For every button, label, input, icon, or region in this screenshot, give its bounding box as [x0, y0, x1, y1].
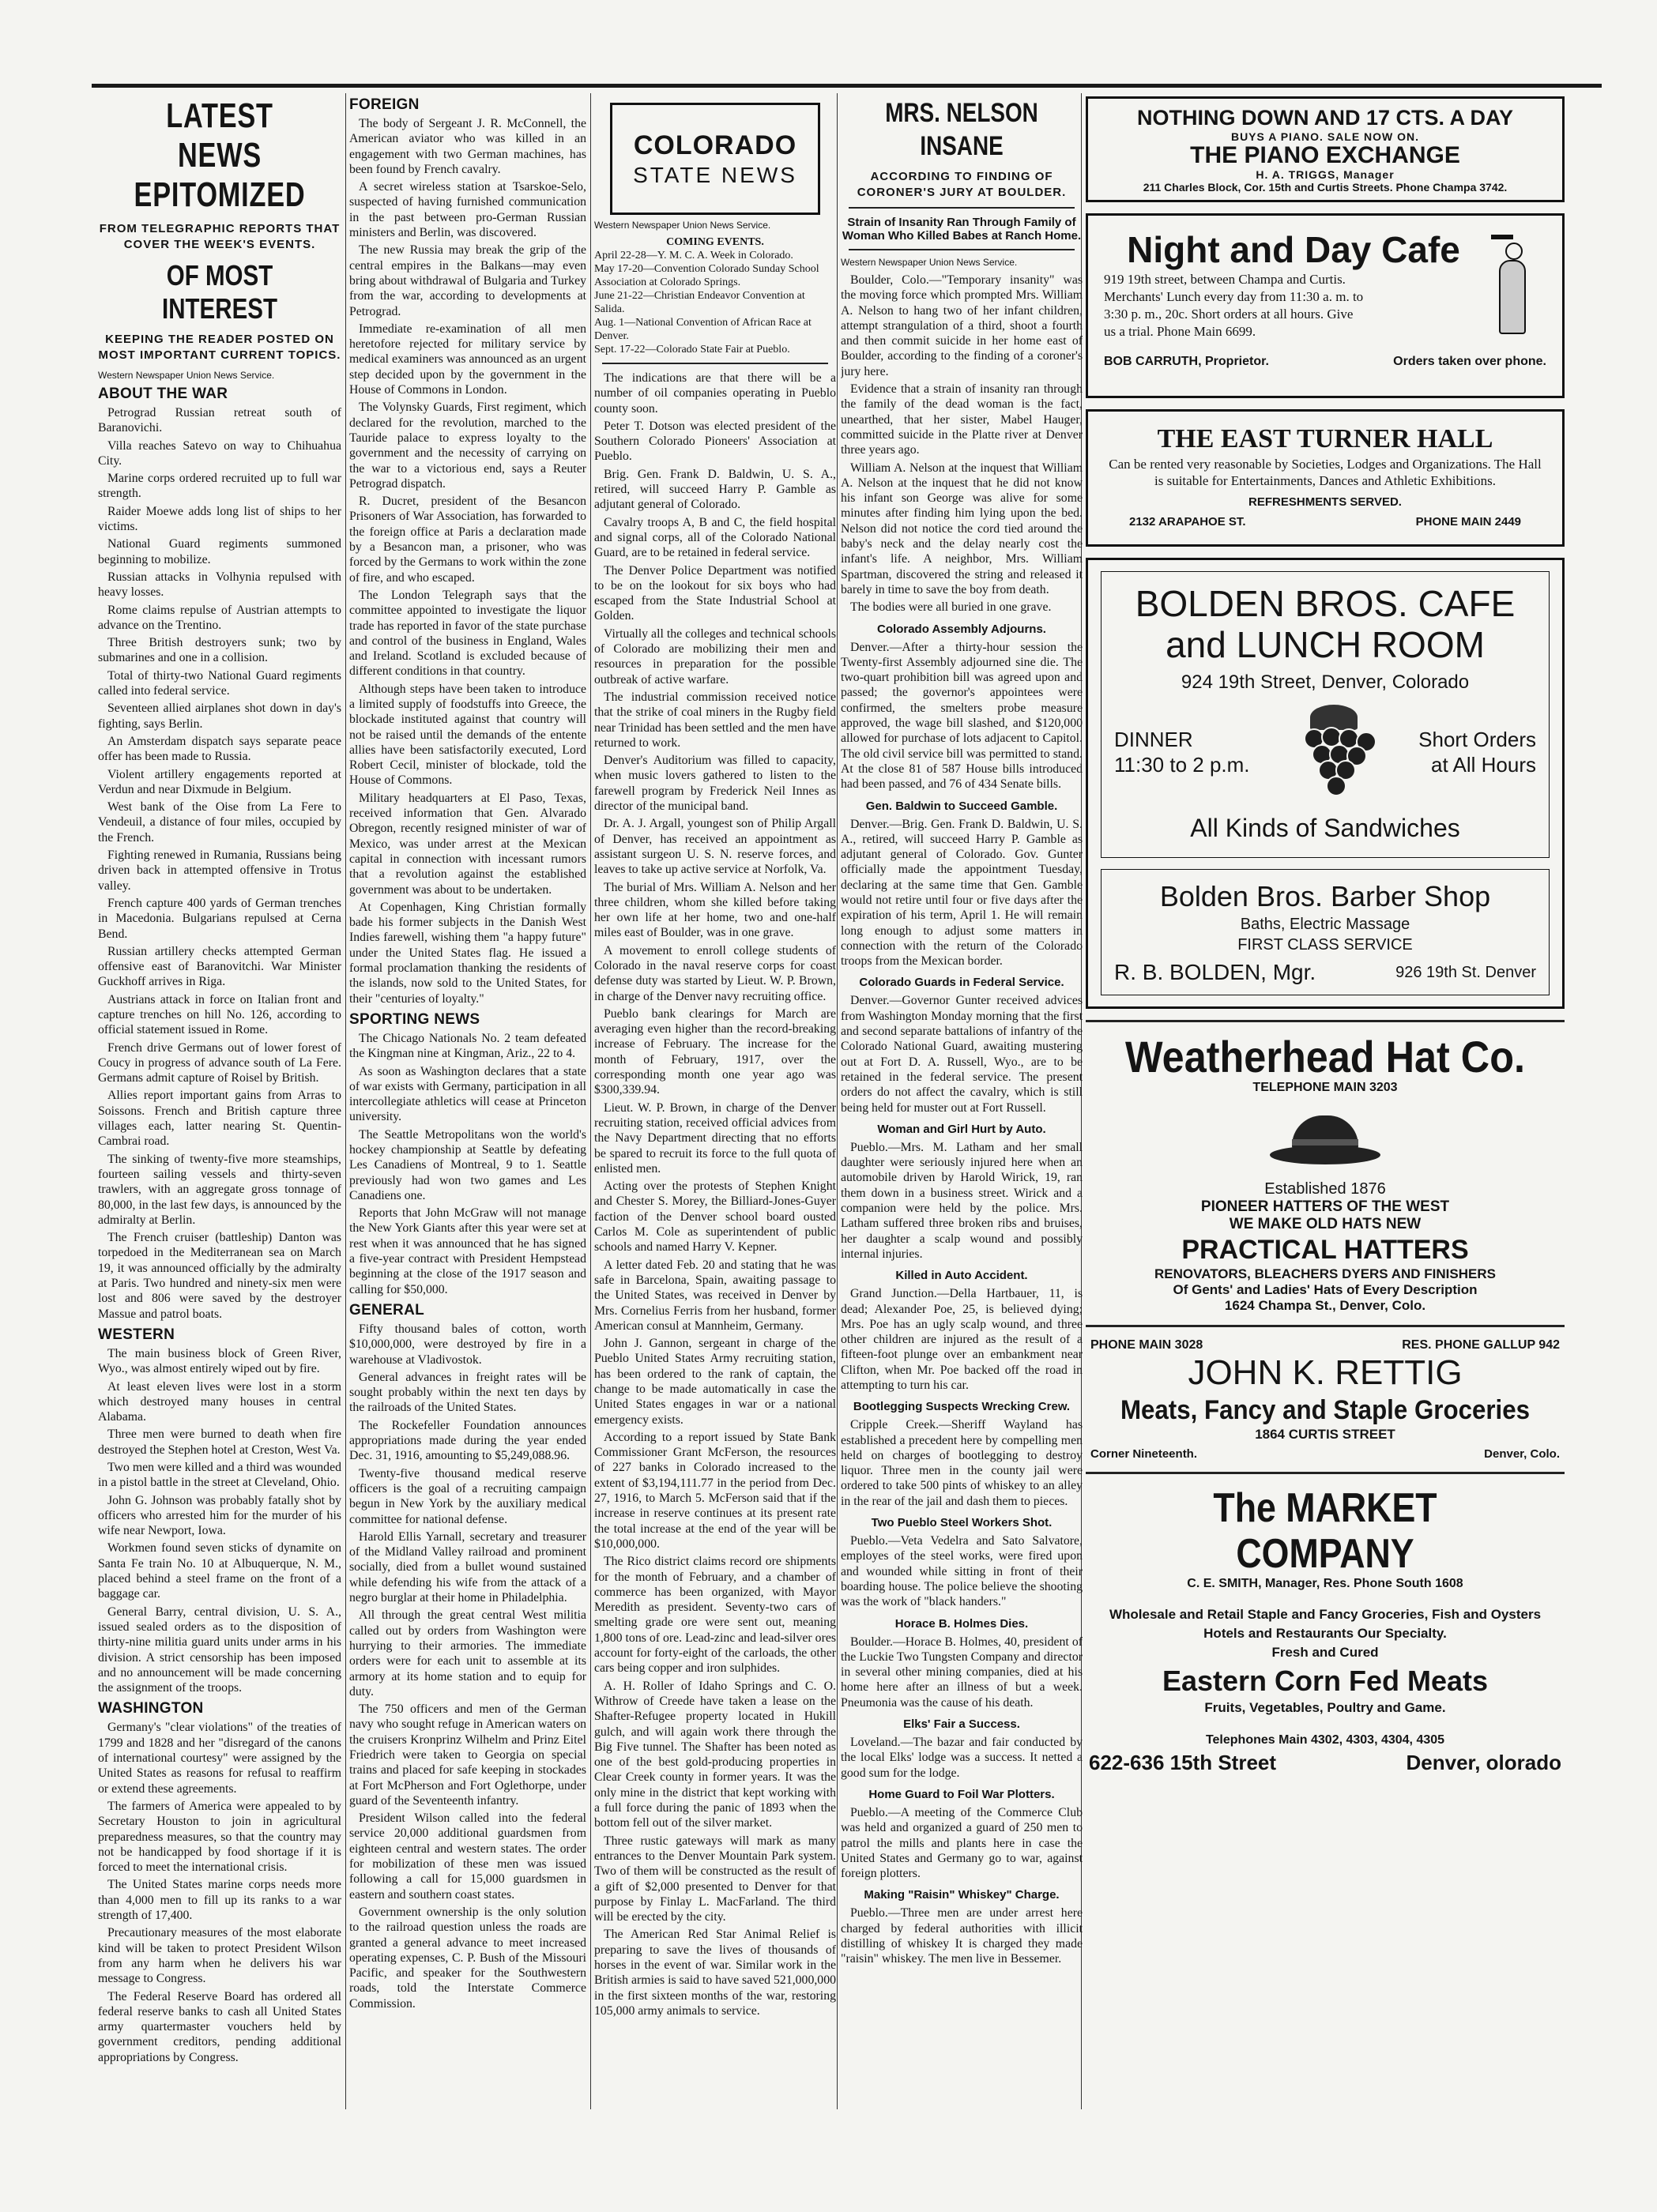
- cafe-ad-proprietor: BOB CARRUTH, Proprietor.: [1104, 355, 1269, 368]
- rettig-address: 1864 CURTIS STREET: [1255, 1427, 1395, 1442]
- news-paragraph: At Copenhagen, King Christian formally bade his former subjects in the Danish West Indies farewell, wishing them "a happy future" under the United States flag. He issued a formal proclamation thanking the residents of the islands, now sold to the United States, for their "centuries of loyalty.": [349, 900, 586, 1006]
- brief-story-head: Gen. Baldwin to Succeed Gamble.: [865, 799, 1058, 813]
- news-paragraph: John G. Johnson was probably fatally shot by officers who arrested him for the murder of his wife near Newport, Iowa.: [98, 1493, 341, 1538]
- news-paragraph: Austrians attack in force on Italian front and capture trenches on hill No. 126, according to official statement issued in Rome.: [98, 992, 341, 1037]
- news-paragraph: John J. Gannon, sergeant in charge of the Pueblo United States Army recruiting station, has been ordered to the rank of captain, the change to be made automatically in case the United States engages in war or a national emergency exists.: [594, 1337, 836, 1427]
- section-head-general: GENERAL: [349, 1301, 424, 1319]
- waitress-illustration-icon: [1491, 228, 1538, 339]
- news-paragraph: Rome claims repulse of Austrian attempts to advance on the Trentino.: [98, 603, 341, 632]
- news-paragraph: Violent artillery engagements reported at Verdun and near Dixmude in Belgium.: [98, 767, 341, 796]
- news-paragraph: William A. Nelson at the inquest that William A. Nelson at the inquest that he did not know his infant son George was alive for some minutes after finding him lying upon the bed. Nelson did not notice the cord tied around the baby's neck and the delay nearly cost the infant's life. A neighbor, Mrs. William Spartman, discovered the string and released it barely in time to save the boy from death.: [841, 461, 1083, 596]
- turner-ad-address: 2132 ARAPAHOE ST.: [1129, 515, 1246, 529]
- hat-ad-phone: TELEPHONE MAIN 3203: [1252, 1081, 1398, 1094]
- cafe-ad-phone-orders: Orders taken over phone.: [1393, 355, 1546, 368]
- washington-items: [98, 1720, 341, 2065]
- news-paragraph: Lieut. W. P. Brown, in charge of the Denver recruiting station, received official advices from the Navy Department directing that no efforts be spared to recruit its force to the full quota of enlisted men.: [594, 1100, 836, 1176]
- market-line: Hotels and Restaurants Our Specialty.: [1203, 1626, 1447, 1641]
- piano-ad-sub: BUYS A PIANO. SALE NOW ON.: [1230, 130, 1420, 143]
- news-paragraph: Virtually all the colleges and technical schools of Colorado are mobilizing their men and resources in preparation for the possible outbreak of active warfare.: [594, 626, 836, 687]
- news-paragraph: The American Red Star Animal Relief is preparing to save the lives of thousands of horses in the event of war. Similar work in the British armies is said to have saved 521,000,000 in the first sixteen months of the war, restoring 105,000 army animals to service.: [594, 1928, 836, 2018]
- piano-ad-name: THE PIANO EXCHANGE: [1190, 142, 1460, 168]
- brief-story-body: Boulder.—Horace B. Holmes, 40, president of the Luckie Two Tungsten Company and director in several other mining companies, died at his home here after an illness of but a week. Pneumonia was the cause of his death.: [841, 1635, 1083, 1710]
- news-paragraph: At least eleven lives were lost in a storm which destroyed many houses in central Alabama.: [98, 1379, 341, 1424]
- news-paragraph: Reports that John McGraw will not manage the New York Giants after this year were set at rest when it was announced that he has signed a five-year contract with President Hempstead beginning at the close of the 1917 season and calling for $50,000.: [349, 1206, 586, 1296]
- news-paragraph: The Seattle Metropolitans won the world's hockey championship at Seattle by defeating Les Canadiens of Montreal, 9 to 1. Seattle previously had won two games and Les Canadiens one.: [349, 1127, 586, 1202]
- news-paragraph: The Volynsky Guards, First regiment, which declared for the revolution, marched to the Tauride palace to express loyalty to the government and the necessity of carrying on the war to a victorious end, says a Reuter Petrograd dispatch.: [349, 401, 586, 491]
- news-paragraph: June 21-22—Christian Endeavor Convention at Salida.: [594, 290, 805, 315]
- brief-story-head: Bootlegging Suspects Wrecking Crew.: [853, 1400, 1071, 1414]
- page-top-rule: [92, 84, 1602, 88]
- hat-ad-line: WE MAKE OLD HATS NEW: [1229, 1216, 1422, 1232]
- news-paragraph: Fifty thousand bales of cotton, worth $10,000,000, were destroyed by fire in a warehouse at Vladivostok.: [349, 1322, 586, 1367]
- news-paragraph: General advances in freight rates will be sought probably within the next ten days by the railroads of the United States.: [349, 1370, 586, 1415]
- news-paragraph: According to a report issued by State Bank Commissioner Grant McFerson, the resources of 227 banks in Colorado increased to the extent of $3,194,111.77 in the period from Dec. 27, 1916, to March 5. McFerson said that if the increase in reserve continues at its present rate the total increase at the end of the year will be $10,000,000.: [594, 1430, 836, 1551]
- market-telephones: Telephones Main 4302, 4303, 4304, 4305: [1205, 1733, 1445, 1747]
- column-mrs-nelson-insane: [841, 96, 1083, 2117]
- news-paragraph: A movement to enroll college students of Colorado in the naval reserve corps for coast defense duty was started by Lieut. W. P. Brown, in charge of the Denver navy recruiting office.: [594, 943, 836, 1003]
- market-line: Fresh and Cured: [1271, 1645, 1379, 1660]
- news-paragraph: Marine corps ordered recruited up to full war strength.: [98, 472, 341, 501]
- news-paragraph: Boulder, Colo.—"Temporary insanity" was the moving force which prompted Mrs. William A. Nelson to hang two of her infant children, attempt strangulation of a third, shoot a fourth and then commit suicide in her home east of Boulder, according to the finding of a coroner's jury here.: [841, 273, 1083, 378]
- bolden-cafe-address: 924 19th Street, Denver, Colorado: [1181, 672, 1470, 693]
- news-paragraph: The farmers of America were appealed to by Secretary Houston to join in agricultural preparedness measures, so that the country may not be handicapped by food shortage if it is forced to meet the international crisis.: [98, 1799, 341, 1875]
- brief-story-body: Pueblo.—Mrs. M. Latham and her small daughter were seriously injured here when an automobile driven by Harold Wirick, 19, ran them down in a business street. Wirick and a companion were held by the police. Mrs. Latham suffered three broken ribs and bruises, her daughter a scalp wound and possibly internal injuries.: [841, 1140, 1083, 1261]
- news-paragraph: As soon as Washington declares that a state of war exists with Germany, participation in all intercollegiate athletics will cease at Princeton university.: [349, 1064, 586, 1124]
- brief-story-body: Loveland.—The bazar and fair conducted by the local Elks' lodge was a success. It netted a good sum for the lodge.: [841, 1736, 1083, 1780]
- deck-keeping-reader-posted: KEEPING THE READER POSTED ON MOST IMPORTANT CURRENT TOPICS.: [98, 333, 341, 362]
- brief-story-head: Colorado Assembly Adjourns.: [877, 622, 1046, 636]
- rettig-corner: Corner Nineteenth.: [1090, 1447, 1198, 1461]
- ad-east-turner-hall: [1086, 409, 1565, 547]
- ad-weatherhead-hat-co: [1086, 1033, 1565, 1314]
- news-paragraph: Villa reaches Satevo on way to Chihuahua City.: [98, 438, 341, 468]
- news-paragraph: Allies report important gains from Arras to Soissons. French and British capture three villages each, latter nearing St. Quentin-Cambrai road.: [98, 1089, 341, 1149]
- turner-ad-body: Can be rented very reasonable by Societies, Lodges and Organizations. The Hall is suitable for Entertainments, Dances and Athletic Exhibitions.: [1109, 457, 1542, 488]
- headline-latest-news: LATEST NEWS EPITOMIZED: [134, 96, 306, 214]
- news-paragraph: The main business block of Green River, Wyo., was almost entirely wiped out by fire.: [98, 1346, 341, 1376]
- brief-story-head: Home Guard to Foil War Plotters.: [868, 1787, 1055, 1801]
- news-paragraph: The London Telegraph says that the committee appointed to investigate the liquor trade has reported in favor of the state purchase and control of the business in England, Wales and Ireland. Scotland is excluded because of different conditions in that country.: [349, 588, 586, 679]
- bolden-baths: Baths, Electric Massage: [1240, 916, 1410, 933]
- news-paragraph: Peter T. Dotson was elected president of the Southern Colorado Pioneers' Association at Pueblo.: [594, 419, 836, 464]
- news-service-credit: Western Newspaper Union News Service.: [98, 370, 275, 381]
- brief-story-head: Colorado Guards in Federal Service.: [859, 976, 1064, 990]
- section-head-sporting: SPORTING NEWS: [349, 1010, 480, 1028]
- piano-ad-manager: H. A. TRIGGS, Manager: [1256, 168, 1395, 181]
- news-service-credit: Western Newspaper Union News Service.: [594, 220, 771, 231]
- news-paragraph: The burial of Mrs. William A. Nelson and her three children, whom she killed before taking her own life at her home, two and one-half miles east of Boulder, was in one grave.: [594, 880, 836, 940]
- news-paragraph: The Chicago Nationals No. 2 team defeated the Kingman nine at Kingman, Ariz., 22 to 4.: [349, 1031, 586, 1061]
- divider: [1086, 1325, 1565, 1327]
- news-paragraph: Harold Ellis Yarnall, secretary and treasurer of the Midland Valley railroad and prominent socially, died from a bullet wound sustained while defending his wife from the attack of a negro burglar at their home in Philadelphia.: [349, 1529, 586, 1605]
- brief-stories: [841, 623, 1083, 1967]
- hat-ad-line: PIONEER HATTERS OF THE WEST: [1200, 1198, 1450, 1215]
- bolden-sandwiches: All Kinds of Sandwiches: [1190, 814, 1460, 842]
- hat-ad-line: Of Gents' and Ladies' Hats of Every Description: [1173, 1282, 1478, 1297]
- news-paragraph: Acting over the protests of Stephen Knight and Chester S. Morey, the Billiard-Jones-Guyer faction of the Denver school board ousted Carlos M. Cole as superintendent of public schools and named Harry V. Kepner.: [594, 1179, 836, 1255]
- news-paragraph: The United States marine corps needs more than 4,000 men to fill up its ranks to a war strength of 17,400.: [98, 1878, 341, 1923]
- news-paragraph: Three men were burned to death when fire destroyed the Stephen hotel at Creston, West Va.: [98, 1428, 341, 1457]
- brief-story-body: Grand Junction.—Della Hartbauer, 11, is dead; Alexander Poe, 25, is believed dying; Mrs. Poe has an ugly scalp wound, and three other children are injured as the result of a fifteen-foot plunge over an embankment near Clifton, when Mr. Poe backed off the road in attempting to turn his car.: [841, 1287, 1083, 1392]
- news-paragraph: The 750 officers and men of the German navy who sought refuge in American waters on the cruisers Kronprinz Wilhelm and Prinz Eitel Friedrich were taken to Georgia on special trains and placed for safe keeping in stockades at Fort McPherson and Fort Oglethorpe, under guard of the Seventeenth infantry.: [349, 1702, 586, 1808]
- brief-story-body: Pueblo.—A meeting of the Commerce Club was held and organized a guard of 250 men to patrol the mills and plants here in case the United States and Germany go to war, against foreign plotters.: [841, 1805, 1083, 1881]
- column-foreign-sporting-general: [349, 96, 586, 2117]
- divider: [849, 207, 1075, 209]
- news-paragraph: Dr. A. J. Argall, youngest son of Philip Argall of Denver, has received an appointment as assistant surgeon U. S. N. reserve forces, and leaves to take up active service at Norfolk, Va.: [594, 817, 836, 877]
- brief-story-head: Woman and Girl Hurt by Auto.: [877, 1122, 1046, 1136]
- bolden-barber-title: Bolden Bros. Barber Shop: [1159, 880, 1491, 912]
- sporting-items: [349, 1031, 586, 1297]
- brief-story-head: Elks' Fair a Success.: [903, 1717, 1020, 1732]
- news-paragraph: An Amsterdam dispatch says separate peace offer has been made to Russia.: [98, 734, 341, 764]
- market-line: Wholesale and Retail Staple and Fancy Groceries, Fish and Oysters: [1109, 1607, 1542, 1622]
- deck-coroners-jury: ACCORDING TO FINDING OF CORONER'S JURY AT BOULDER.: [857, 170, 1067, 199]
- section-head-western: WESTERN: [98, 1326, 175, 1343]
- ad-market-company: [1086, 1485, 1565, 1775]
- news-paragraph: Cavalry troops A, B and C, the field hospital and signal corps, all of the Colorado National Guard, are to be retained in federal service.: [594, 515, 836, 560]
- column-rule: [837, 93, 838, 2109]
- coming-events-head: COMING EVENTS.: [666, 236, 764, 248]
- market-meats: Eastern Corn Fed Meats: [1162, 1665, 1489, 1697]
- piano-ad-title: NOTHING DOWN AND 17 CTS. A DAY: [1136, 106, 1514, 130]
- divider: [849, 249, 1075, 250]
- rettig-phone: PHONE MAIN 3028: [1090, 1338, 1203, 1352]
- cafe-ad-line: us a trial. Phone Main 6699.: [1104, 324, 1256, 339]
- news-paragraph: Government ownership is the only solution to the railroad question unless the roads are granted a general advance to meet increased operating expenses, C. P. Bush of the Missouri Pacific, and speaker for the Southwestern roads, told the Interstate Commerce Commission.: [349, 1905, 586, 2011]
- hat-ad-practical-hatters: PRACTICAL HATTERS: [1181, 1235, 1469, 1265]
- cafe-ad-title: Night and Day Cafe: [1127, 229, 1460, 270]
- brief-story-body: Denver.—Governor Gunter received advices from Washington Monday morning that the first and second separate battalions of infantry of the Colorado National Guard, awaiting mustering out at Fort D. A. Russell, Wyo., are to be retained in the federal service. The present orders do not affect the cavalry, which is still being held for muster out at Fort Russell.: [841, 994, 1083, 1115]
- bolden-cafe-title-2: and LUNCH ROOM: [1166, 624, 1485, 665]
- foreign-items: [349, 116, 586, 1006]
- hat-icon: [1270, 1109, 1380, 1172]
- ad-piano-exchange: [1086, 96, 1565, 202]
- brief-story-head: Killed in Auto Accident.: [895, 1269, 1028, 1283]
- news-paragraph: Germany's "clear violations" of the treaties of 1799 and 1828 and her "disregard of the canons of international courtesy" were assigned by the United States as reasons for refusal to reaffirm or extend these agreements.: [98, 1721, 341, 1796]
- news-paragraph: May 17-20—Convention Colorado Sunday School Association at Colorado Springs.: [594, 263, 819, 288]
- turner-ad-refreshments: REFRESHMENTS SERVED.: [1248, 495, 1402, 509]
- piano-ad-address: 211 Charles Block, Cor. 15th and Curtis Streets. Phone Champa 3742.: [1143, 181, 1508, 194]
- hat-ad-title: Weatherhead Hat Co.: [1125, 1032, 1525, 1082]
- news-paragraph: Raider Moewe adds long list of ships to her victims.: [98, 504, 341, 534]
- western-items: [98, 1346, 341, 1696]
- news-paragraph: Pueblo bank clearings for March are averaging even higher than the record-breaking increase of February. The increase for the month of February, 1917, over the corresponding month one year ago was $300,339.94.: [594, 1006, 836, 1097]
- bolden-all-hours: at All Hours: [1431, 753, 1536, 777]
- hat-ad-line: RENOVATORS, BLEACHERS DYERS AND FINISHERS: [1154, 1266, 1496, 1281]
- news-paragraph: The Federal Reserve Board has ordered all federal reserve banks to cash all United States army quartermaster vouchers held by government creditors, pending additional appropriations by Congress.: [98, 1989, 341, 2064]
- ad-night-and-day-cafe: [1086, 213, 1565, 398]
- brief-story-body: Cripple Creek.—Sheriff Wayland has established a precedent here by compelling men held on charges of bootlegging to destroy liquor. Three men in the county jail were ordered to take 500 pints of whiskey to an alley in the rear of the jail and dash them to pieces.: [841, 1418, 1083, 1508]
- news-paragraph: French capture 400 yards of German trenches in Macedonia. Bulgarians repulsed at Cerna Bend.: [98, 896, 341, 941]
- brief-story-body: Pueblo.—Veta Vedelra and Sato Salvatore, employes of the steel works, were fired upon and wounded while sitting in front of their boarding house. The police believe the shooting was the work of "black handers.": [841, 1534, 1083, 1609]
- coming-events-list: [594, 249, 836, 356]
- news-paragraph: A letter dated Feb. 20 and stating that he was safe in Barcelona, Spain, awaiting passage to the United States, was received in Denver by Mrs. Cornelius Ferris from her husband, former American consul at Mannheim, Germany.: [594, 1258, 836, 1333]
- headline-mrs-nelson-insane: MRS. NELSON INSANE: [885, 98, 1038, 161]
- flag-subtitle: STATE NEWS: [633, 163, 797, 187]
- news-paragraph: The body of Sergeant J. R. McConnell, the American aviator who was killed in an engagement with two German machines, has been found by French cavalry.: [349, 117, 586, 176]
- section-head-foreign: FOREIGN: [349, 96, 420, 113]
- hat-ad-established: Established 1876: [1264, 1180, 1386, 1198]
- news-paragraph: Although steps have been taken to introduce a limited supply of foodstuffs into Greece, the blockade instituted against that country will not be raised until the demands of the entente allies have been satisfactorily executed, Lord Robert Cecil, minister of blockade, told the House of Commons.: [349, 682, 586, 788]
- news-paragraph: Russian attacks in Volhynia repulsed with heavy losses.: [98, 570, 341, 600]
- news-paragraph: Aug. 1—National Convention of African Race at Denver.: [594, 317, 812, 342]
- brief-story-body: Denver.—Brig. Gen. Frank D. Baldwin, U. S. A., retired, will succeed Harry P. Gamble as adjutant general of Colorado. Gov. Gunter officially made the appointment Tuesday, declaring at the same time that Gen. Gamble would not retire until four or five days after the expiration of his term, April 1. He will remain long enough to adjust some matters in connection with the return of the Colorado troops from the Mexican border.: [841, 817, 1083, 969]
- colorado-state-news-flag: [610, 103, 820, 215]
- brief-story-head: Making "Raisin" Whiskey" Charge.: [864, 1888, 1060, 1902]
- news-paragraph: President Wilson called into the federal service 20,000 additional guardsmen from eighteen central and western states. The order for mobilization of these men was issued following a call for 15,000 guardsmen in eastern and southern coast states.: [349, 1811, 586, 1902]
- news-paragraph: The Denver Police Department was notified to be on the lookout for six boys who had escaped from the State Industrial School at Golden.: [594, 563, 836, 623]
- news-paragraph: Military headquarters at El Paso, Texas, received information that Gen. Alvarado Obregon, recently resigned minister of war of Mexico, was under arrest at the Mexican capital in connection with incessant rumors that a revolution against the established government was about to be undertaken.: [349, 791, 586, 897]
- news-paragraph: A. H. Roller of Idaho Springs and C. O. Withrow of Creede have taken a lease on the Shafter-Refugee property located in Hukill gulch, and will again work there through the Big Five tunnel. The Shafter has been noted as one of the best gold-producing properties in Clear Creek county in former years. It was the only mine in the district that kept working with a full force during the panic of 1893 when the bottom fell out of the silver market.: [594, 1679, 836, 1830]
- news-paragraph: Seventeen allied airplanes shot down in day's fighting, says Berlin.: [98, 702, 341, 731]
- news-paragraph: Three rustic gateways will mark as many entrances to the Denver Mountain Park system. Two of them will be constructed as the result of a gift of $2,000 presented to Denver for that purpose by Finlay L. MacFarland. The third will be erected by the city.: [594, 1834, 836, 1924]
- divider: [1086, 1020, 1565, 1022]
- news-paragraph: R. Ducret, president of the Besancon Prisoners of War Association, has forwarded to the foreign office at Paris a declaration made by a Besancon man, a prisoner, who was forced by the Germans to work within the zone of fire, and who escaped.: [349, 495, 586, 585]
- rettig-res-phone: RES. PHONE GALLUP 942: [1402, 1338, 1560, 1352]
- subhead-strain-of-insanity: Strain of Insanity Ran Through Family of Woman Who Killed Babes at Ranch Home.: [842, 216, 1082, 243]
- market-title: The MARKET COMPANY: [1213, 1485, 1437, 1577]
- column-advertisements: [1086, 96, 1565, 2117]
- war-items: [98, 405, 341, 1322]
- news-paragraph: Twenty-five thousand medical reserve officers is the goal of a recruiting campaign begun in New York by the auxiliary medical committee for national defense.: [349, 1466, 586, 1526]
- cafe-ad-line: Merchants' Lunch every day from 11:30 a. m. to: [1104, 289, 1364, 304]
- column-rule: [590, 93, 591, 2109]
- cafe-ad-line: 3:30 p. m., 20c. Short orders at all hours. Give: [1104, 307, 1354, 322]
- news-paragraph: Two men were killed and a third was wounded in a pistol battle in the street at Cleveland, Ohio.: [98, 1461, 341, 1490]
- news-paragraph: Russian artillery checks attempted German offensive east of Baranovitchi. War Minister Guckhoff arrives in Riga.: [98, 944, 341, 989]
- news-paragraph: National Guard regiments summoned beginning to mobilize.: [98, 537, 341, 566]
- news-paragraph: Denver's Auditorium was filled to capacity, when music lovers gathered to listen to the farewell program by Frederick Neil Innes as director of the municipal band.: [594, 754, 836, 814]
- news-paragraph: Workmen found seven sticks of dynamite on Santa Fe train No. 10 at Albuquerque, N. M., placed behind a steel frame on the front of a baggage car.: [98, 1541, 341, 1601]
- divider: [1086, 1472, 1565, 1474]
- news-paragraph: Immediate re-examination of all men heretofore rejected for military service by medical examiners was announced as an urgent step decided upon by the government in the House of Commons in London.: [349, 322, 586, 397]
- news-paragraph: Three British destroyers sunk; two by submarines and one in a collision.: [98, 636, 341, 665]
- grapes-icon: [1286, 705, 1381, 799]
- flag-title: COLORADO: [633, 130, 797, 160]
- bolden-barber-address: 926 19th St. Denver: [1395, 963, 1536, 981]
- section-head-washington: WASHINGTON: [98, 1700, 204, 1717]
- news-paragraph: The sinking of twenty-five more steamships, fourteen sailing vessels and thirty-seven trawlers, with an aggregate gross tonnage of 80,000, in the last few days, is announced by the admiralty at Berlin.: [98, 1152, 341, 1227]
- rettig-name: JOHN K. RETTIG: [1188, 1353, 1463, 1392]
- bolden-short-orders: Short Orders: [1418, 728, 1536, 751]
- market-line: Fruits, Vegetables, Poultry and Game.: [1204, 1700, 1446, 1715]
- news-paragraph: French drive Germans out of lower forest of Coucy in progress of advance south of La Fere. Germans admit capture of Roisel by British.: [98, 1040, 341, 1085]
- general-items: [349, 1322, 586, 2011]
- news-paragraph: The indications are that there will be a number of oil companies operating in Pueblo county soon.: [594, 371, 836, 416]
- news-paragraph: Evidence that a strain of insanity ran through the family of the dead woman is the fact, unearthed, that her sister, Mabel Hauger, committed suicide in the Platte river at Denver three years ago.: [841, 382, 1083, 457]
- column-rule: [345, 93, 346, 2109]
- nelson-story-body: [841, 273, 1083, 615]
- column-colorado-state-news: [594, 96, 836, 2117]
- cafe-ad-line: 919 19th street, between Champa and Curtis.: [1104, 272, 1346, 287]
- column-latest-news: [98, 96, 341, 2117]
- bolden-dinner: DINNER: [1114, 728, 1193, 751]
- ad-bolden-bros-cafe: [1086, 558, 1565, 1009]
- state-news-items: [594, 371, 836, 2018]
- rettig-line: Meats, Fancy and Staple Groceries: [1120, 1395, 1531, 1425]
- bolden-cafe-title: BOLDEN BROS. CAFE: [1135, 583, 1516, 624]
- rettig-city: Denver, Colo.: [1484, 1447, 1560, 1461]
- news-paragraph: General Barry, central division, U. S. A., issued sealed orders as to the disposition of thirty-nine militia guard units under arms in his division. A strict censorship has been imposed and no announcement will be made concerning the assignment of the troops.: [98, 1604, 341, 1695]
- news-paragraph: The industrial commission received notice that the strike of coal miners in the Rugby field near Trinidad has been settled and the men have returned to work.: [594, 690, 836, 750]
- brief-story-head: Two Pueblo Steel Workers Shot.: [871, 1516, 1053, 1530]
- market-city: Denver, olorado: [1406, 1751, 1561, 1774]
- news-paragraph: Fighting renewed in Rumania, Russians being driven back in attempted offensive in Trotus valley.: [98, 848, 341, 893]
- news-paragraph: The new Russia may break the grip of the central empires in the Balkans—may even bring about withdrawal of Bulgaria and Turkey from the war, according to developments at Petrograd.: [349, 243, 586, 318]
- brief-story-body: Denver.—After a thirty-hour session the Twenty-first Assembly adjourned sine die. The two-quart prohibition bill was agreed upon and passed; the governor's appointees were confirmed, the smelters probe measure approved, the wage bill slashed, and $120,000 allowed for purchase of lots adjacent to Capitol. The old civil service bill was permitted to stand. At the close 81 of 587 House bills introduced had been passed, and 76 of 434 Senate bills.: [841, 640, 1083, 792]
- news-paragraph: The Rockefeller Foundation announces appropriations made during the year ended Dec. 31, 1916, amounting to $5,249,088.96.: [349, 1418, 586, 1463]
- turner-ad-title: THE EAST TURNER HALL: [1157, 424, 1493, 453]
- market-address: 622-636 15th Street: [1089, 1751, 1277, 1774]
- hat-ad-address: 1624 Champa St., Denver, Colo.: [1224, 1298, 1426, 1313]
- news-paragraph: Precautionary measures of the most elaborate kind will be taken to protect President Wilson from any harm when he delivers his war message to Congress.: [98, 1926, 341, 1986]
- news-paragraph: April 22-28—Y. M. C. A. Week in Colorado.: [594, 250, 793, 261]
- brief-story-head: Horace B. Holmes Dies.: [894, 1616, 1029, 1631]
- news-paragraph: Total of thirty-two National Guard regiments called into federal service.: [98, 668, 341, 698]
- news-service-credit: Western Newspaper Union News Service.: [841, 257, 1018, 268]
- deck-telegraphic-reports: FROM TELEGRAPHIC REPORTS THAT COVER THE WEEK'S EVENTS.: [99, 222, 341, 251]
- news-paragraph: The French cruiser (battleship) Danton was torpedoed in the Mediterranean sea on March 19, it was announced officially by the admiralty at Paris. Two hundred and ninety-six men were lost and 806 were saved by the destroyer Massue and patrol boats.: [98, 1231, 341, 1321]
- news-paragraph: Sept. 17-22—Colorado State Fair at Pueblo.: [594, 344, 790, 356]
- headline-of-most-interest: OF MOST INTEREST: [162, 259, 277, 325]
- news-paragraph: Brig. Gen. Frank D. Baldwin, U. S. A., retired, will succeed Harry P. Gamble as adjutant general of Colorado.: [594, 467, 836, 512]
- brief-story-body: Pueblo.—Three men are under arrest here charged by federal authorities with illicit distilling of whiskey It is charged they made "raisin" whiskey. The men live in Bessemer.: [841, 1906, 1083, 1966]
- turner-ad-phone: PHONE MAIN 2449: [1415, 515, 1521, 529]
- news-paragraph: All through the great central West militia called out by orders from Washington were hurrying to their armories. The immediate orders were for each unit to assemble at its armory at its home station and to equip for duty.: [349, 1608, 586, 1698]
- bolden-manager: R. B. BOLDEN, Mgr.: [1114, 960, 1316, 984]
- news-paragraph: A secret wireless station at Tsarskoe-Selo, suspected of having furnished communication in the past between pro-German Russian ministers and Berlin, was discovered.: [349, 180, 586, 240]
- news-paragraph: Petrograd Russian retreat south of Baranovichi.: [98, 406, 341, 435]
- market-manager: C. E. SMITH, Manager, Res. Phone South 1608: [1187, 1577, 1463, 1590]
- bolden-dinner-time: 11:30 to 2 p.m.: [1114, 753, 1250, 777]
- section-head-about-the-war: ABOUT THE WAR: [98, 386, 228, 402]
- news-paragraph: The bodies were all buried in one grave.: [850, 600, 1052, 615]
- news-paragraph: The Rico district claims record ore shipments for the month of February, and a chamber of commerce has been organized, with Mayor Meredith as president. Seventy-two cars of smelting grade ore were sent out, meaning 1,800 tons of ore. Lead-zinc and lead-silver ores account for forty-eight of the carloads, the other cars being copper and iron sulphides.: [594, 1555, 836, 1676]
- divider: [602, 363, 828, 364]
- news-paragraph: West bank of the Oise from La Fere to Vendeuil, a distance of four miles, occupied by the French.: [98, 800, 341, 845]
- ad-john-k-rettig: [1086, 1338, 1565, 1461]
- bolden-service: FIRST CLASS SERVICE: [1237, 936, 1413, 954]
